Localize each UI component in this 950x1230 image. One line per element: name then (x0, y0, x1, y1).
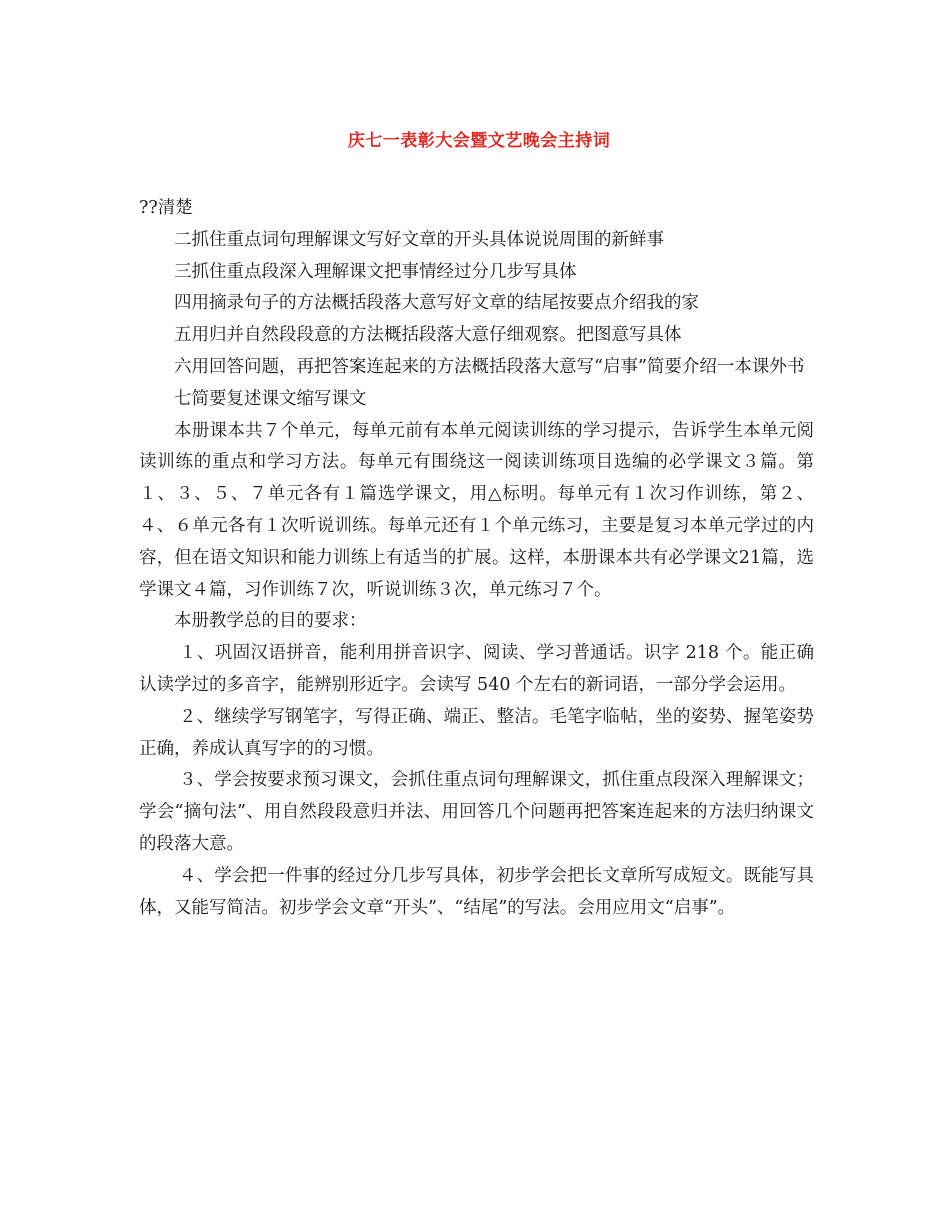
paragraph-7: 七简要复述课文缩写课文 (174, 388, 367, 409)
paragraph-1: ??清楚 (139, 198, 193, 218)
paragraph-4: 四用摘录句子的方法概括段落大意写好文章的结尾按要点介绍我的家 (174, 293, 699, 314)
paragraph-12: ３、学会按要求预习课文，会抓住重点词句理解课文，抓住重点段深入理解课文；学会“摘句法”、用自然段段意归并法、用回答几个问题再把答案连起来的方法归纳课文的段落大意。 (139, 770, 814, 854)
paragraph-13: ４、学会把一件事的经过分几步写具体，初步学会把长文章所写成短文。既能写具体，又能写简洁。初步学会文章“开头”、“结尾”的写法。会用应用文“启事”。 (139, 865, 814, 918)
paragraph-8: 本册课本共７个单元，每单元前有本单元阅读训练的学习提示，告诉学生本单元阅读训练的重点和学习方法。每单元有围绕这一阅读训练项目选编的必学课文３篇。第１、３、５、７单元各有１篇选学课文，用△标明。每单元有１次习作训练，第２、４、６单元各有１次听说训练。每单元还有１个单元练习，主要是复习本单元学过的内容，但在语文知识和能力训练上有适当的扩展。这样，本册课本共有必学课文21篇，选学课文４篇，习作训练７次，听说训练３次，单元练习７个。 (139, 420, 814, 600)
document-title: 庆七一表彰大会暨文艺晚会主持词 (347, 131, 611, 151)
document-body (139, 193, 814, 924)
paragraph-11: ２、继续学写钢笔字，写得正确、端正、整洁。毛笔字临帖，坐的姿势、握笔姿势正确，养成认真写字的的习惯。 (139, 706, 814, 759)
paragraph-2: 二抓住重点词句理解课文写好文章的开头具体说说周围的新鲜事 (174, 229, 664, 250)
paragraph-5: 五用归并自然段段意的方法概括段落大意仔细观察。把图意写具体 (174, 325, 682, 346)
paragraph-3: 三抓住重点段深入理解课文把事情经过分几步写具体 (174, 261, 577, 282)
paragraph-9: 本册教学总的目的要求： (174, 611, 367, 632)
paragraph-10: １、巩固汉语拼音，能利用拼音识字、阅读、学习普通话。识字 218 个。能正确认读学过的多音字，能辨别形近字。会读写 540 个左右的新词语，一部分学会运用。 (139, 643, 814, 695)
paragraph-6: 六用回答问题，再把答案连起来的方法概括段落大意写“启事”简要介绍一本课外书 (174, 356, 805, 377)
